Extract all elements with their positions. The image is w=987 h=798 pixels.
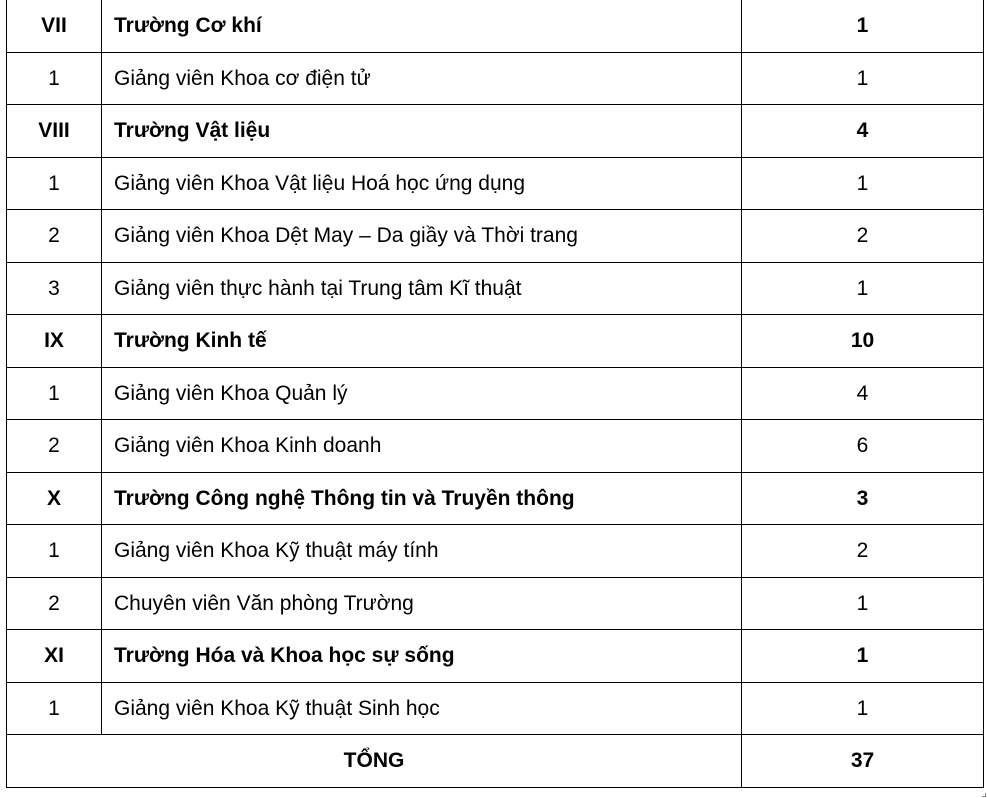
- table-row: [7, 262, 984, 315]
- row-quantity: 1: [742, 262, 984, 315]
- row-quantity: 6: [742, 420, 984, 473]
- row-title: Trường Hóa và Khoa học sự sống: [102, 630, 742, 683]
- group-row: [7, 630, 984, 683]
- row-number: 1: [7, 367, 102, 420]
- row-number: IX: [7, 315, 102, 368]
- row-number: 2: [7, 577, 102, 630]
- row-quantity: 1: [742, 157, 984, 210]
- row-quantity: 2: [742, 210, 984, 263]
- row-number: 1: [7, 525, 102, 578]
- group-row: [7, 315, 984, 368]
- row-number: 1: [7, 682, 102, 735]
- table-row: [7, 682, 984, 735]
- total-row: [7, 735, 984, 788]
- table-row: [7, 577, 984, 630]
- row-title: Giảng viên Khoa Quản lý: [102, 367, 742, 420]
- row-title: Trường Cơ khí: [102, 0, 742, 52]
- group-row: [7, 105, 984, 158]
- total-label: TỔNG: [7, 735, 742, 788]
- row-quantity: 1: [742, 577, 984, 630]
- group-row: [7, 472, 984, 525]
- row-number: VII: [7, 0, 102, 52]
- row-title: Giảng viên Khoa Kinh doanh: [102, 420, 742, 473]
- row-number: 2: [7, 420, 102, 473]
- row-title: Trường Kinh tế: [102, 315, 742, 368]
- row-title: Giảng viên Khoa Kỹ thuật máy tính: [102, 525, 742, 578]
- row-number: 1: [7, 52, 102, 105]
- table-body: [7, 0, 984, 787]
- row-title: Giảng viên Khoa Vật liệu Hoá học ứng dụng: [102, 157, 742, 210]
- table-row: [7, 52, 984, 105]
- group-row: [7, 0, 984, 52]
- row-title: Giảng viên Khoa Dệt May – Da giầy và Thời trang: [102, 210, 742, 263]
- row-title: Trường Vật liệu: [102, 105, 742, 158]
- row-quantity: 4: [742, 105, 984, 158]
- staffing-table: [6, 0, 984, 788]
- row-title: Chuyên viên Văn phòng Trường: [102, 577, 742, 630]
- row-quantity: 1: [742, 0, 984, 52]
- row-number: VIII: [7, 105, 102, 158]
- row-quantity: 4: [742, 367, 984, 420]
- row-number: 2: [7, 210, 102, 263]
- table-row: [7, 157, 984, 210]
- table-row: [7, 210, 984, 263]
- row-quantity: 3: [742, 472, 984, 525]
- row-quantity: 1: [742, 630, 984, 683]
- row-quantity: 2: [742, 525, 984, 578]
- row-title: Giảng viên Khoa Kỹ thuật Sinh học: [102, 682, 742, 735]
- row-number: X: [7, 472, 102, 525]
- total-value: 37: [742, 735, 984, 788]
- row-number: 3: [7, 262, 102, 315]
- row-number: 1: [7, 157, 102, 210]
- row-quantity: 10: [742, 315, 984, 368]
- corner-mark: [982, 793, 986, 797]
- row-quantity: 1: [742, 682, 984, 735]
- table-row: [7, 420, 984, 473]
- table-row: [7, 367, 984, 420]
- table-row: [7, 525, 984, 578]
- row-quantity: 1: [742, 52, 984, 105]
- row-number: XI: [7, 630, 102, 683]
- row-title: Trường Công nghệ Thông tin và Truyền thông: [102, 472, 742, 525]
- row-title: Giảng viên thực hành tại Trung tâm Kĩ thuật: [102, 262, 742, 315]
- row-title: Giảng viên Khoa cơ điện tử: [102, 52, 742, 105]
